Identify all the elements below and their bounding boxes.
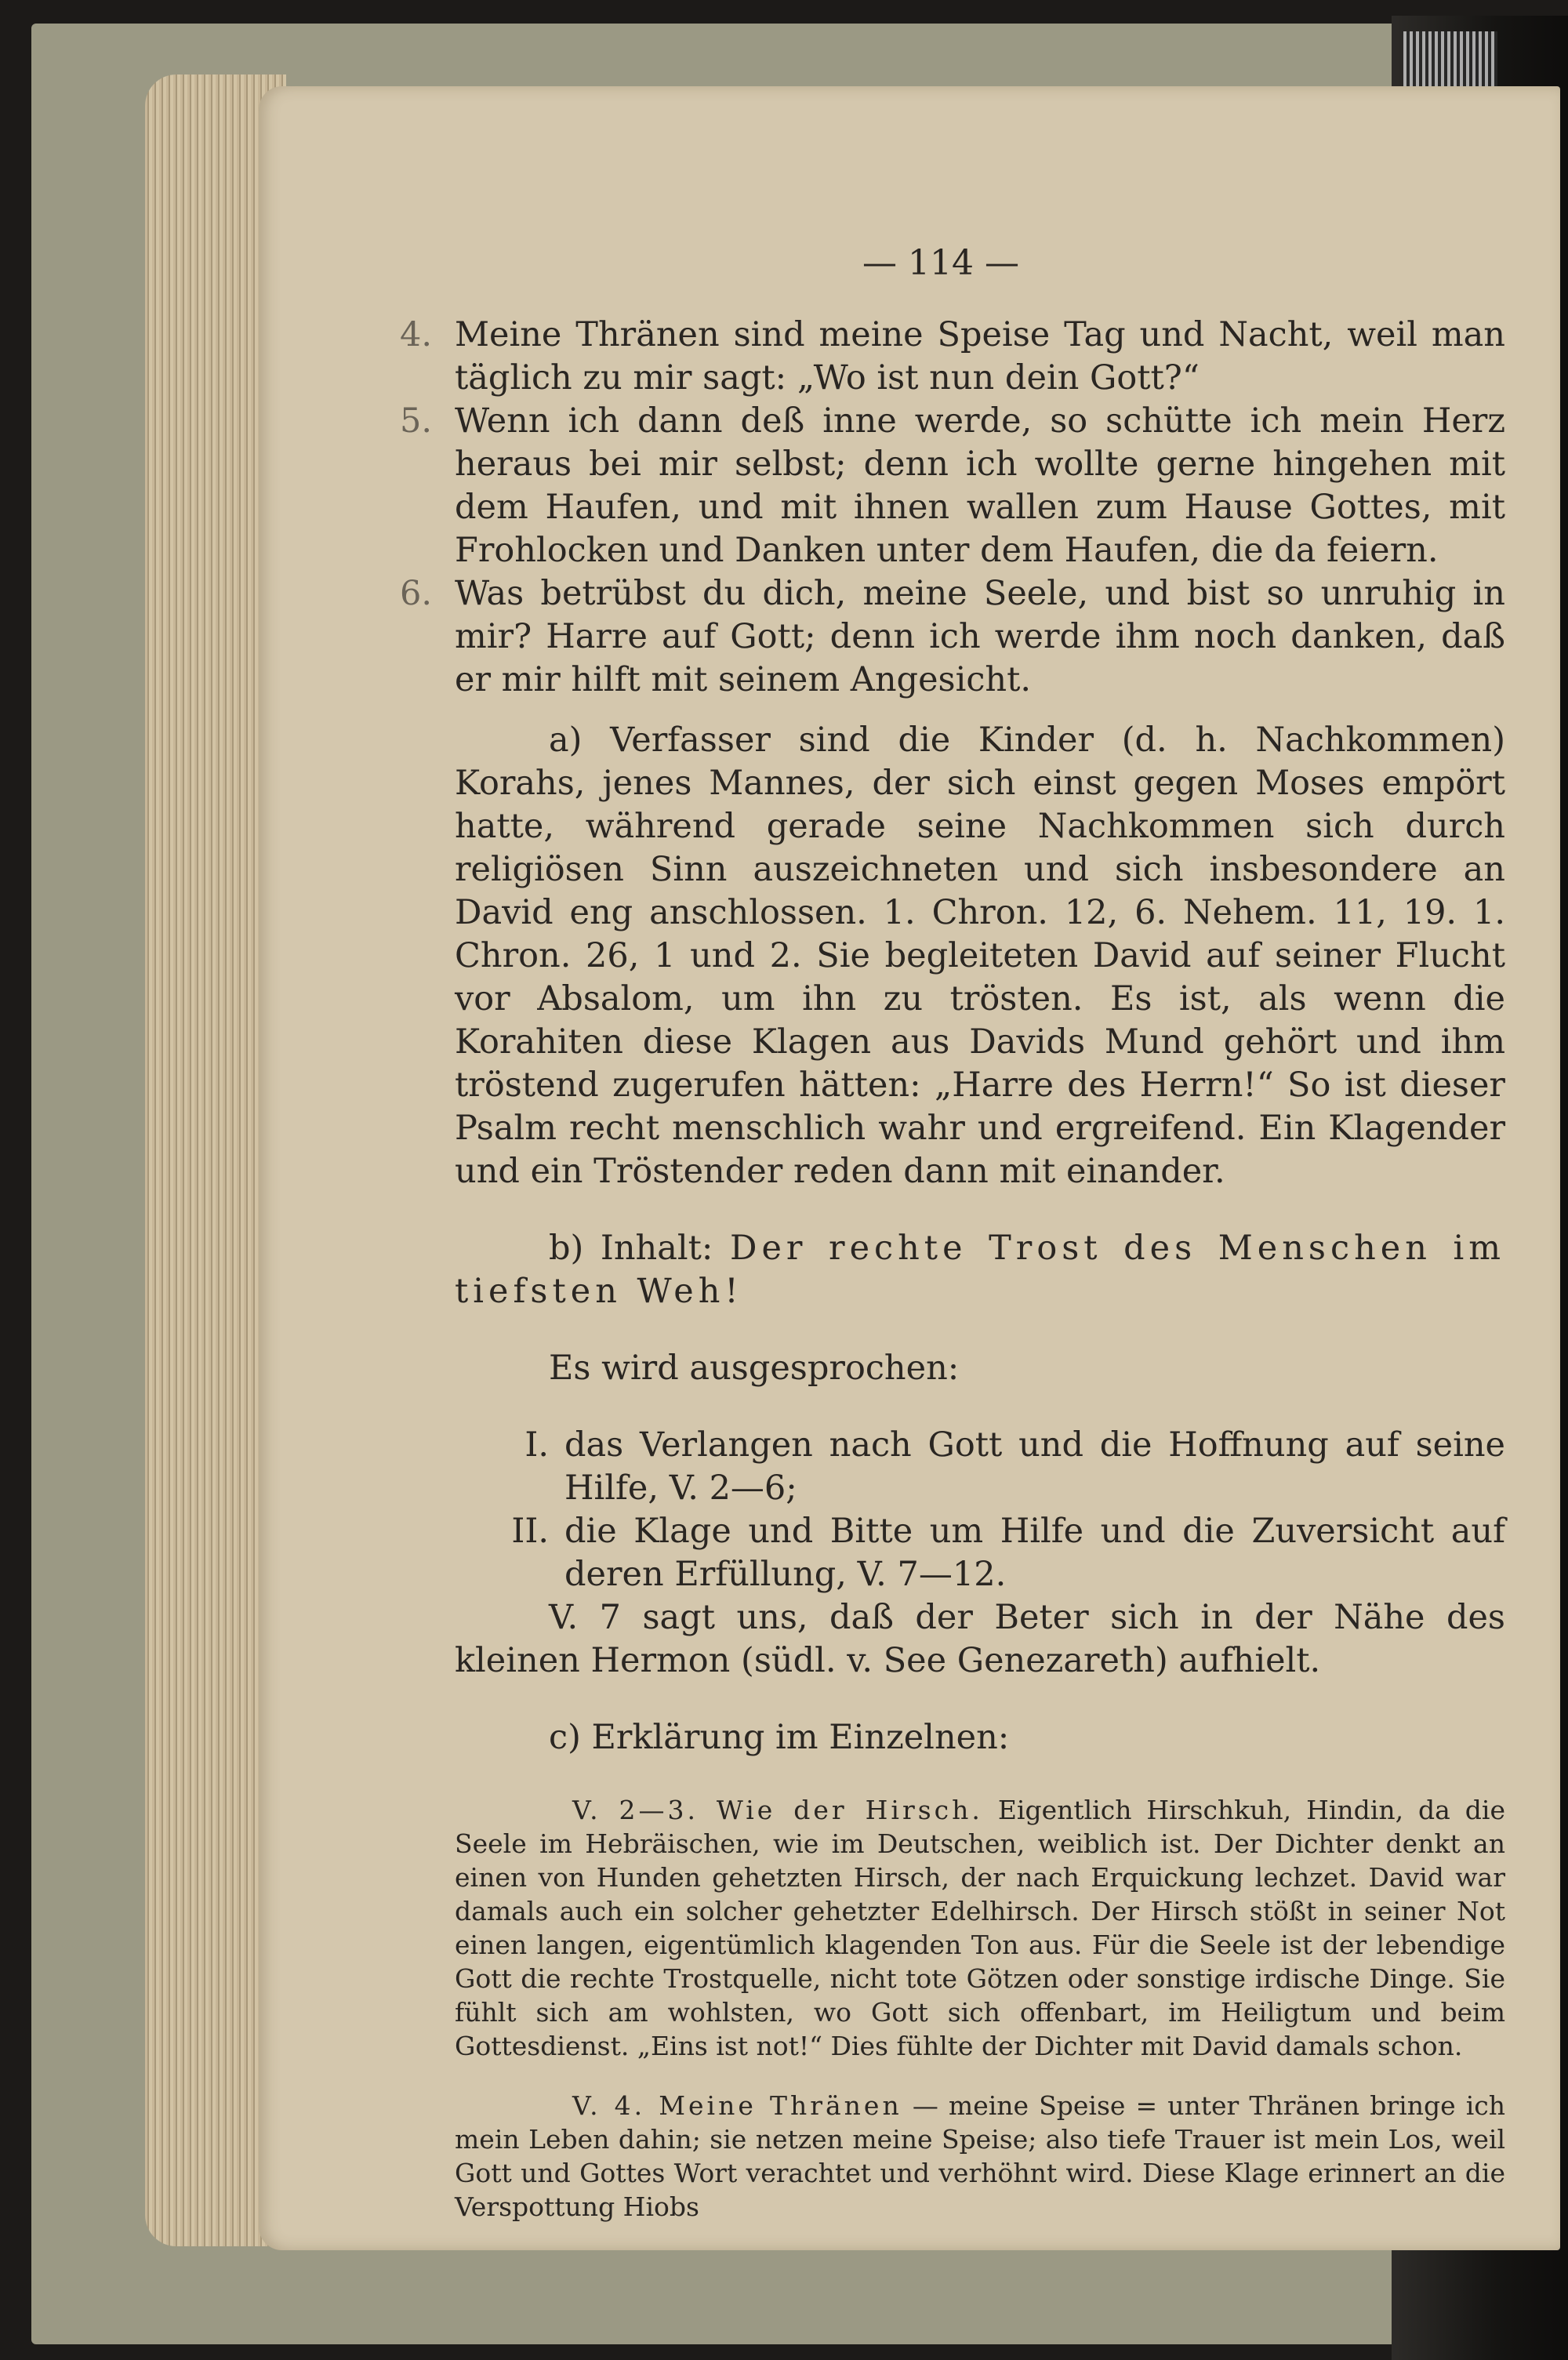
commentary-author: a) Verfasser sind die Kinder (d. h. Nachkommen) Korahs, jenes Mannes, der sich einst gegen Moses empört hatte, während gerade seine Nachkommen sich durch religiösen Sinn auszeichneten und sich insbesondere an David eng anschlossen. 1. Chron. 12, 6. Nehem. 11, 19. 1. Chron. 26, 1 und 2. Sie begleiteten David auf seiner Flucht vor Absalom, um ihn zu trösten. Es ist, als wenn die Korahiten diese Klagen aus Davids Mund gehört und ihm tröstend zugerufen hätten: „Harre des Herrn!“ So ist dieser Psalm recht menschlich wahr und ergreifend. Ein Klagender und ein Tröstender reden dann mit einander. (455, 721, 1505, 1191)
content-intro: Es wird ausgesprochen: (549, 1349, 960, 1388)
note-verse-4 (455, 2089, 1505, 2224)
outline-text: die Klage und Bitte um Hilfe und die Zuversicht auf deren Erfüllung, V. 7—12. (564, 1512, 1505, 1594)
content-label: b) Inhalt: (549, 1229, 713, 1268)
verse-text: Wenn ich dann deß inne werde, so schütte ich mein Herz heraus bei mir selbst; denn ich wollte gerne hingehen mit dem Haufen, und mit ihnen wallen zum Hause Gottes, mit Frohlocken und Danken unter dem Haufen, die da feiern. (455, 401, 1505, 570)
verse-4 (400, 314, 1505, 400)
content-theme: Der rechte Trost des Menschen im tiefsten Weh! (455, 1229, 1506, 1311)
outline-numeral: II. (511, 1512, 549, 1551)
note-text: Eigentlich Hirschkuh, Hindin, da die Seele im Hebräischen, wie im Deutschen, weiblich ist. Der Dichter denkt an einen von Hunden gehetzten Hirsch, der nach Erquickung lechzet. David war damals auch ein solcher gehetzter Edelhirsch. Der Hirsch stößt in seiner Not einen langen, eigentümlich klagenden Ton aus. Für die Seele ist der lebendige Gott die rechte Trostquelle, nicht tote Götzen oder sonstige irdische Dinge. Sie fühlt sich am wohlsten, wo Gott sich offenbart, im Heiligtum und beim Gottesdienst. „Eins ist not!“ Dies fühlte der Dichter mit David damals schon. (455, 1795, 1505, 2061)
spine-barcode-label (1403, 31, 1497, 94)
outline-item (455, 1424, 1505, 1510)
verse-6 (400, 572, 1505, 702)
verse-text: Meine Thränen sind meine Speise Tag und Nacht, weil man täglich zu mir sagt: „Wo ist nun dein Gott?“ (455, 315, 1505, 398)
verse-text: Was betrübst du dich, meine Seele, und bist so unruhig in mir? Harre auf Gott; denn ich werde ihm noch danken, daß er mir hilft mit seinem Angesicht. (455, 574, 1505, 699)
note-lead: V. 2—3. Wie der Hirsch. (572, 1795, 983, 1825)
outline-item (455, 1510, 1505, 1596)
explanation-heading: c) Erklärung im Einzelnen: (549, 1718, 1010, 1757)
outline-text: das Verlangen nach Gott und die Hoffnung auf seine Hilfe, V. 2—6; (564, 1425, 1505, 1508)
verse-5 (400, 400, 1505, 572)
page-text-block (400, 314, 1506, 2249)
outline-numeral: I. (524, 1425, 549, 1465)
verse-number: 5. (400, 401, 433, 441)
note-lead: V. 4. Meine Thränen (572, 2090, 902, 2121)
note-text: — meine Speise = unter Thränen bringe ich mein Leben dahin; sie netzen meine Speise; also tiefe Trauer ist mein Los, weil Gott und Gottes Wort verachtet und verhöhnt wird. Diese Klage erinnert an die Verspottung Hiobs (455, 2090, 1505, 2222)
verse-number: 4. (400, 315, 433, 354)
verse-number: 6. (400, 574, 433, 613)
commentary-content (455, 1227, 1505, 1313)
note-verses-2-3 (455, 1793, 1505, 2063)
verse-7-note: V. 7 sagt uns, daß der Beter sich in der Nähe des kleinen Hermon (südl. v. See Genezareth) aufhielt. (455, 1598, 1505, 1680)
page-number: — 114 — (862, 243, 1019, 283)
